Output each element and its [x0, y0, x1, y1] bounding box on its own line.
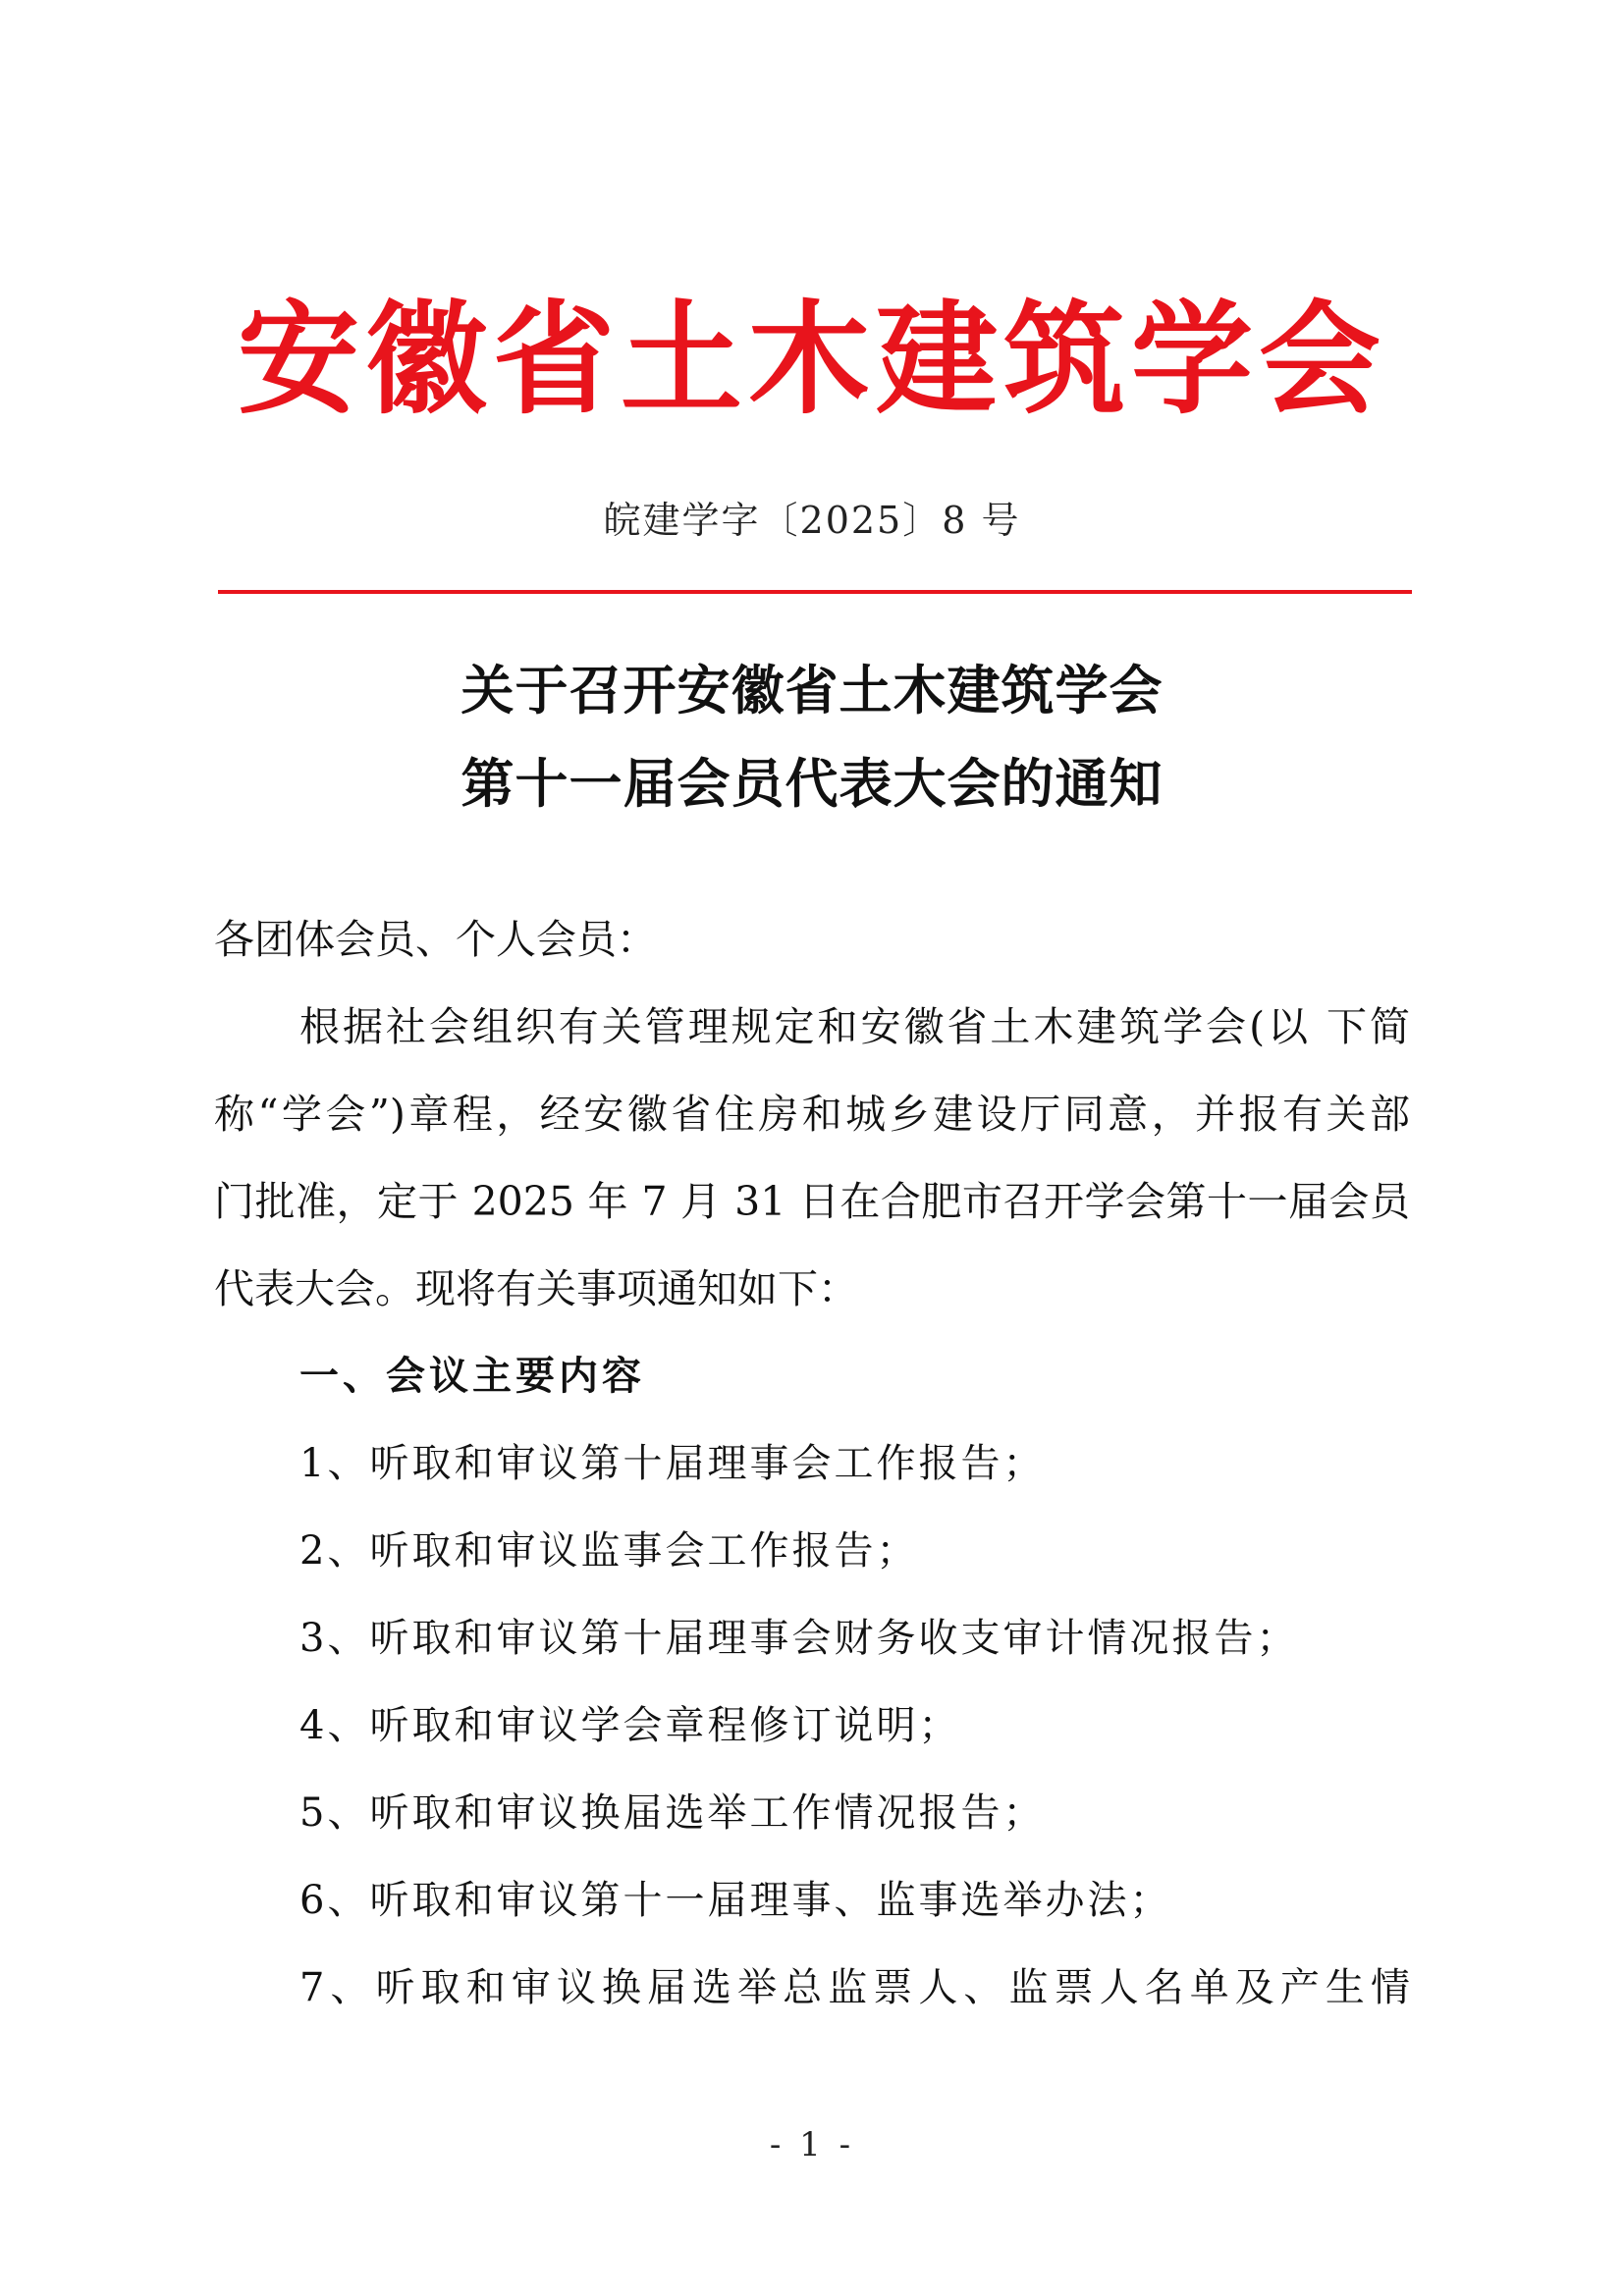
- salutation: 各团体会员、个人会员：: [214, 916, 657, 963]
- intro-line-1: 根据社会组织有关管理规定和安徽省土木建筑学会(以 下简: [299, 1003, 1410, 1050]
- list-item: 5、听取和审议换届选举工作情况报告；: [299, 1790, 1046, 1836]
- list-item: 1、听取和审议第十届理事会工作报告；: [299, 1441, 1046, 1486]
- intro-line-2: 称“学会”)章程，经安徽省住房和城乡建设厅同意，并报有关部: [214, 1091, 1410, 1138]
- masthead-title: 安徽省土木建筑学会: [237, 290, 1386, 431]
- list-item: 2、听取和审议监事会工作报告；: [299, 1528, 919, 1574]
- page-number: - 1 -: [769, 2125, 855, 2164]
- notice-title-line-1: 关于召开安徽省土木建筑学会: [460, 659, 1164, 721]
- notice-title-line-2: 第十一届会员代表大会的通知: [460, 752, 1164, 815]
- intro-line-4: 代表大会。现将有关事项通知如下：: [214, 1265, 858, 1312]
- list-item: 7、听取和审议换届选举总监票人、监票人名单及产生情: [299, 1965, 1410, 2010]
- document-number: 皖建学字〔2025〕8 号: [603, 499, 1021, 542]
- list-item: 4、听取和审议学会章程修订说明；: [299, 1703, 961, 1748]
- list-item: 3、听取和审议第十届理事会财务收支审计情况报告；: [299, 1616, 1299, 1661]
- red-divider: [218, 590, 1412, 594]
- section-heading: 一、会议主要内容: [299, 1354, 645, 1399]
- intro-line-3: 门批准，定于 2025 年 7 月 31 日在合肥市召开学会第十一届会员: [214, 1178, 1410, 1225]
- list-item: 6、听取和审议第十一届理事、监事选举办法；: [299, 1878, 1172, 1923]
